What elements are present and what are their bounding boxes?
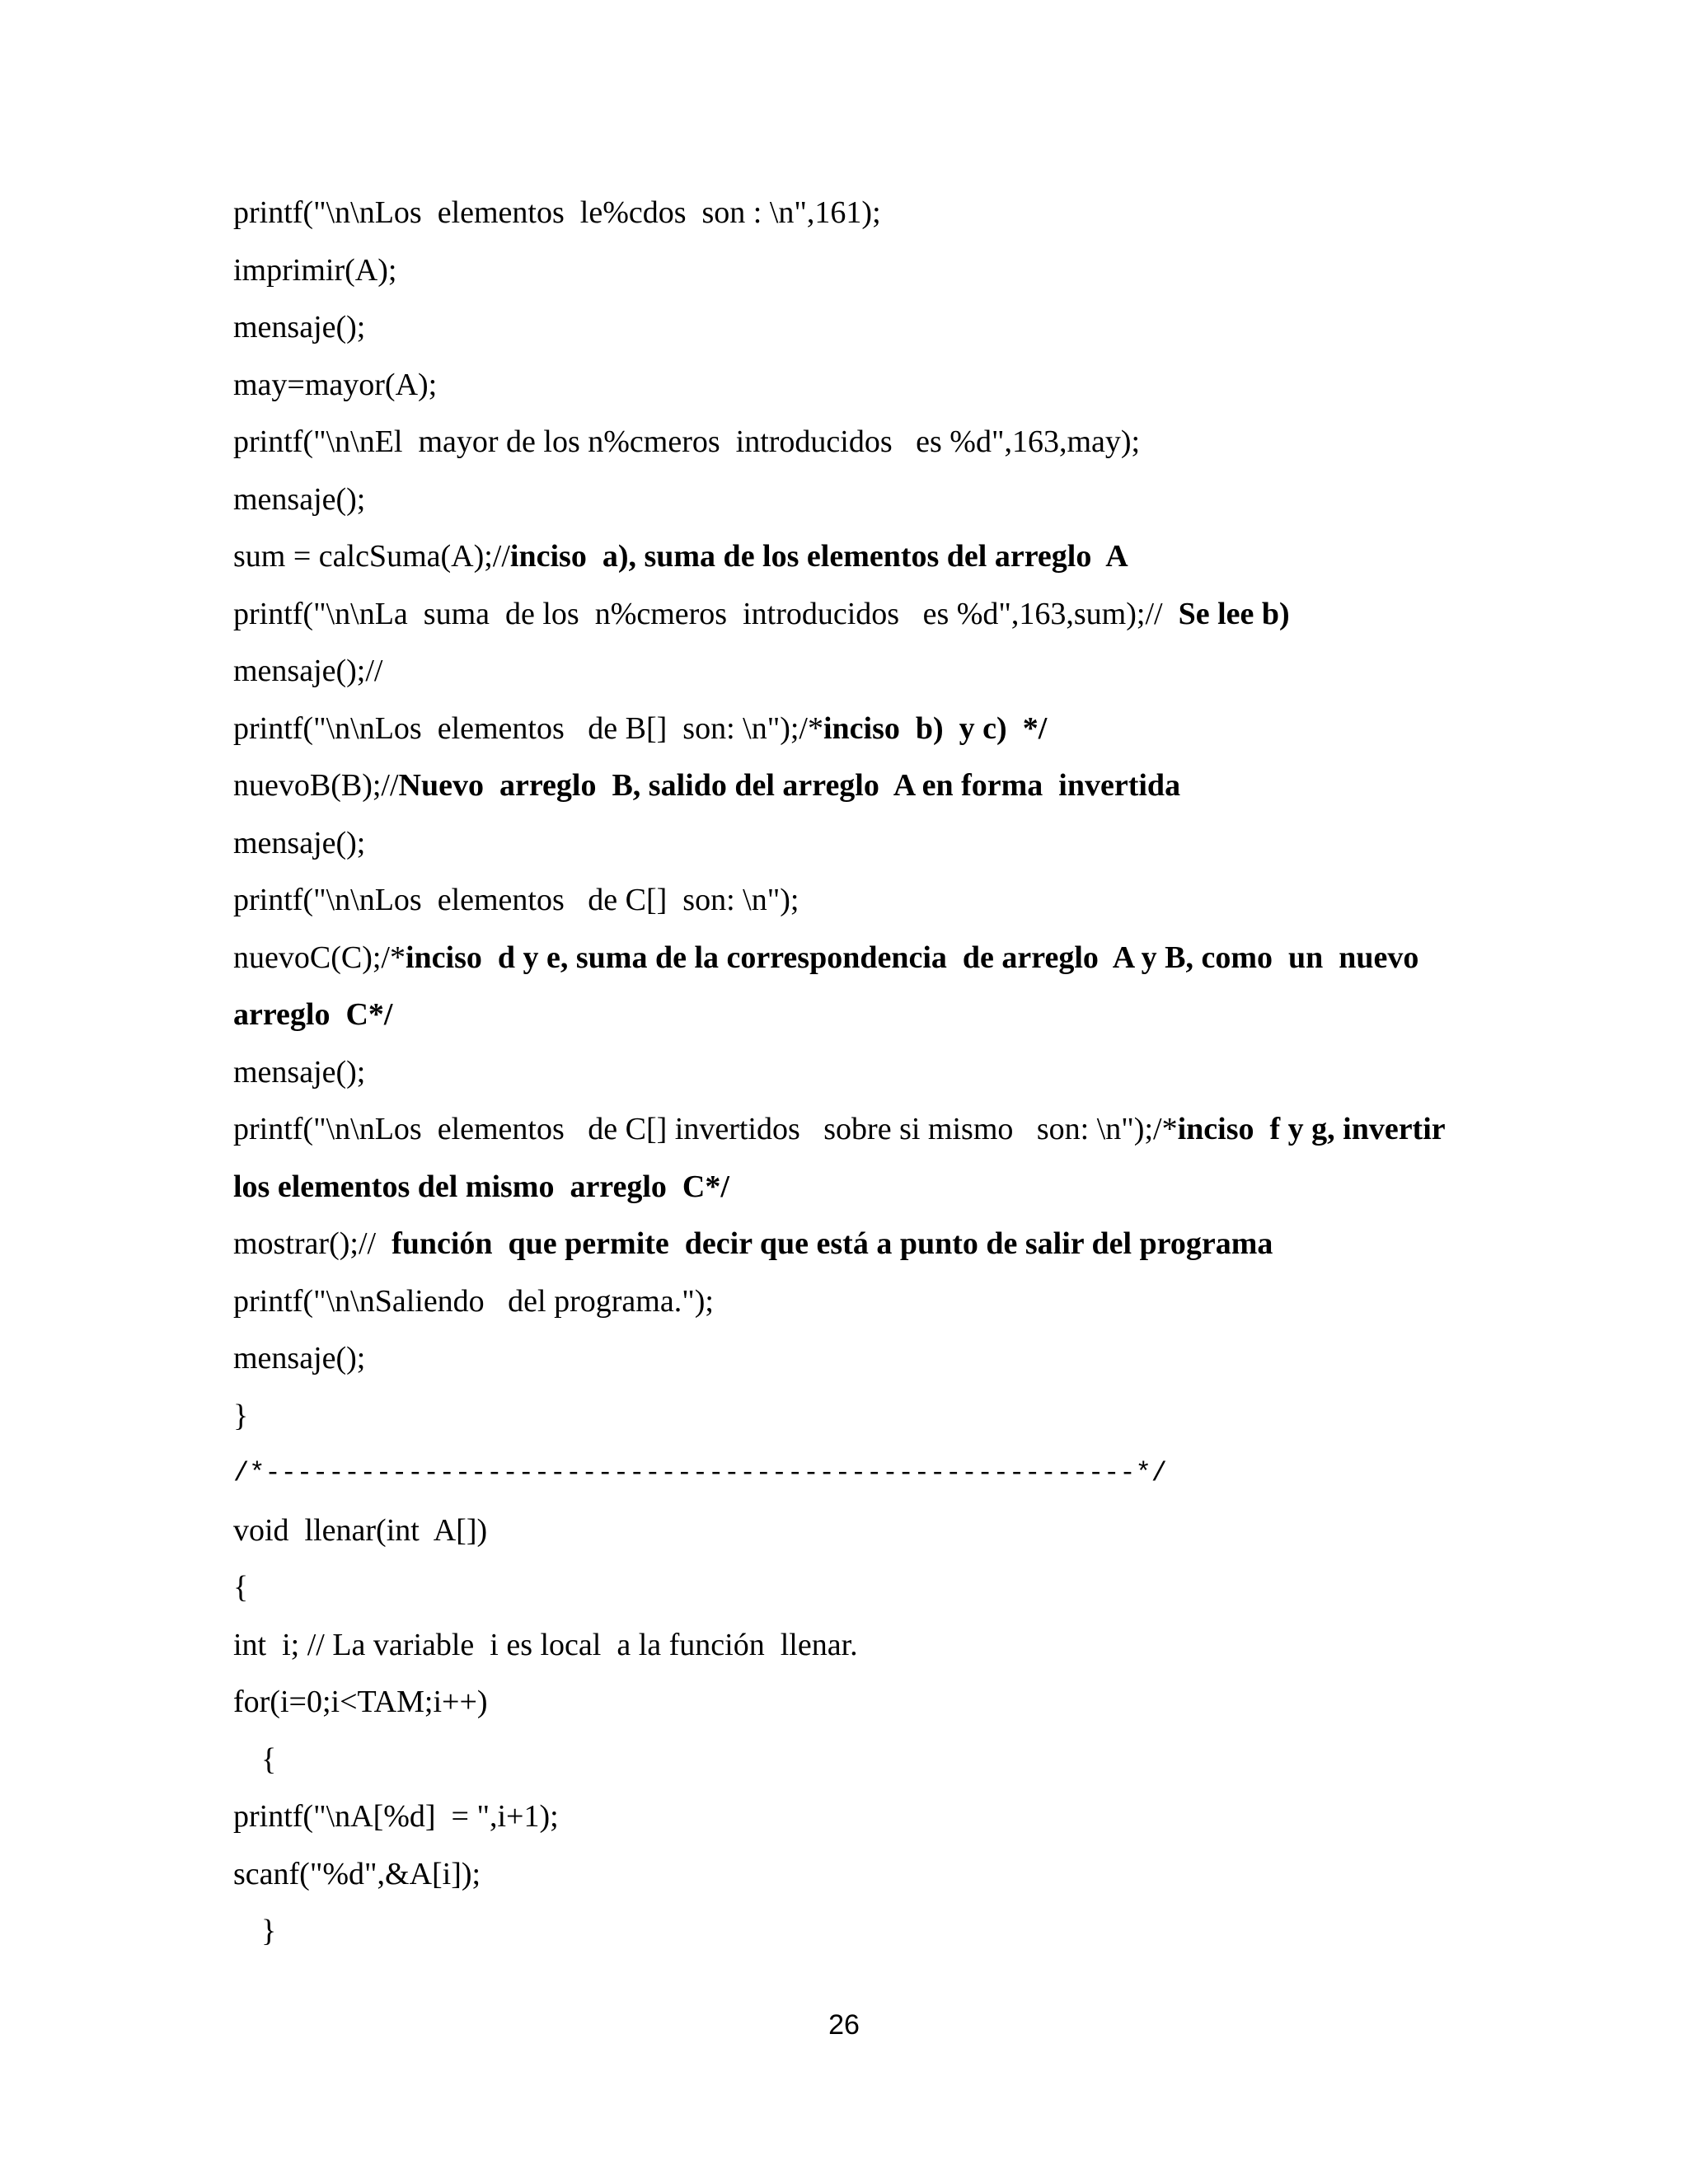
code-line: printf("\n\nLa suma de los n%cmeros introducidos es %d",163,sum);// Se lee b) [233,596,1290,631]
code-line: mensaje(); [233,481,366,517]
code-line: } [261,1914,277,1948]
code-line: mensaje();// [233,654,383,688]
code-line: may=mayor(A); [233,367,438,402]
code-line: printf("\n\nLos elementos de B[] son: \n");/*inciso b) y c) */ [233,710,1048,746]
code-line: void llenar(int A[]) [233,1512,488,1548]
code-line: printf("\n\nSaliendo del programa."); [233,1283,714,1319]
code-line: nuevoC(C);/*inciso d y e, suma de la correspondencia de arreglo A y B, como un nuevo [233,940,1419,975]
code-line: printf("\n\nLos elementos de C[] son: \n"); [233,883,799,917]
code-line: mensaje(); [233,1054,366,1090]
code-line: mensaje(); [233,1341,366,1376]
code-line: { [261,1741,277,1777]
code-line: { [233,1570,249,1605]
separator-comment: /*-------------------------------------------------------*/ [233,1458,1167,1488]
code-line: sum = calcSuma(A);//inciso a), suma de los elementos del arreglo A [233,539,1128,574]
code-line: mostrar();// función que permite decir que está a punto de salir del programa [233,1226,1273,1261]
code-line: printf("\n\nLos elementos de C[] invertidos sobre si mismo son: \n");/*inciso f y g, invertir [233,1112,1446,1146]
code-listing [233,185,1470,1961]
page-number: 26 [828,2009,860,2041]
code-line: scanf("%d",&A[i]); [233,1856,481,1891]
code-line: arreglo C*/ [233,997,393,1032]
code-line: mensaje(); [233,825,366,860]
code-line: int i; // La variable i es local a la función llenar. [233,1627,858,1662]
code-line: los elementos del mismo arreglo C*/ [233,1169,729,1204]
code-line: imprimir(A); [233,252,397,288]
code-line: nuevoB(B);//Nuevo arreglo B, salido del arreglo A en forma invertida [233,768,1181,803]
code-line: printf("\n\nLos elementos le%cdos son : \n",161); [233,195,881,230]
code-line: printf("\nA[%d] = ",i+1); [233,1799,559,1834]
code-line: for(i=0;i<TAM;i++) [233,1685,488,1719]
code-line: mensaje(); [233,310,366,344]
code-line: printf("\n\nEl mayor de los n%cmeros introducidos es %d",163,may); [233,424,1141,459]
code-line: } [233,1398,249,1433]
